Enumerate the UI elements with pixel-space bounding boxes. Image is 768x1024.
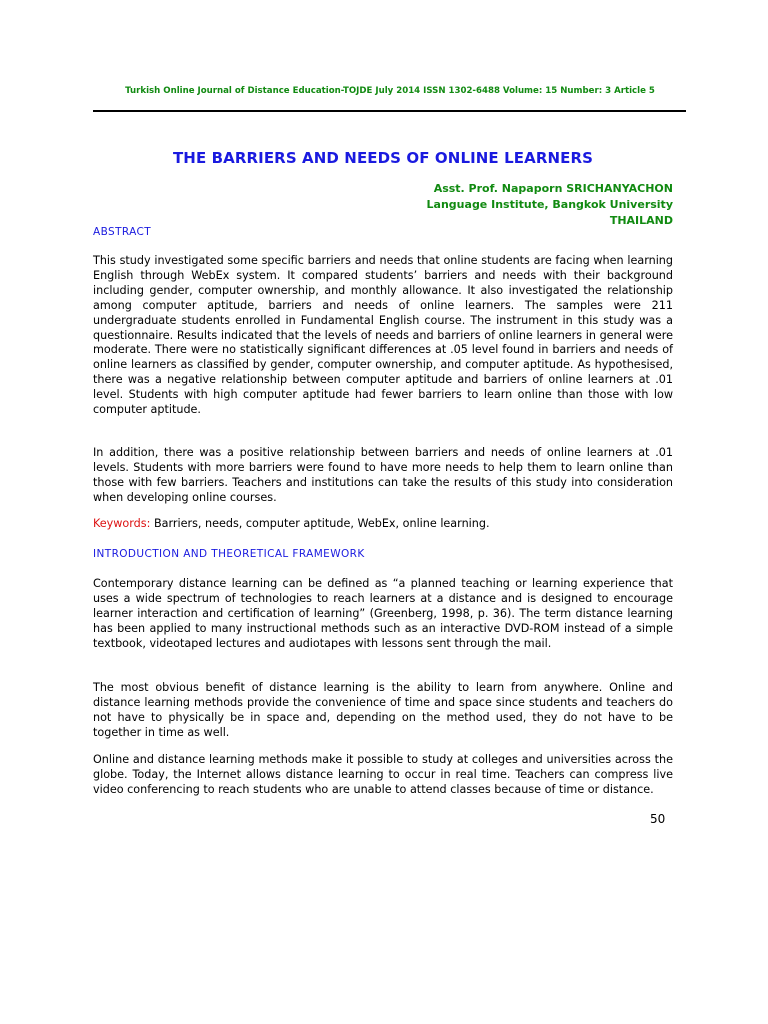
introduction-paragraph-1: Contemporary distance learning can be defined as “a planned teaching or learning experience that uses a wide spectrum of technologies to reach learners at a distance and is designed to encourage learner interaction and certification of learning” (Greenberg, 1998, p. 36). The term distance learning has been applied to many instructional methods such as an interactive DVD-ROM instead of a simple textbook, videotaped lectures and audiotapes with lessons sent through the mail. <box>93 577 673 650</box>
introduction-paragraph-3: Online and distance learning methods make it possible to study at colleges and universities across the globe. Today, the Internet allows distance learning to occur in real time. Teachers can compress live video conferencing to reach students who are unable to attend classes because of time or distance. <box>93 753 673 796</box>
page-number: 50 <box>650 812 666 826</box>
keywords-text: Barriers, needs, computer aptitude, WebEx, online learning. <box>150 517 490 530</box>
introduction-paragraph-2: The most obvious benefit of distance learning is the ability to learn from anywhere. Online and distance learning methods provide the convenience of time and space since students and teachers do not have to physically be in space and, depending on the method used, they do not have to be together in time as well. <box>93 681 673 739</box>
author-affiliation: Language Institute, Bangkok University <box>426 198 673 211</box>
paper-title: THE BARRIERS AND NEEDS OF ONLINE LEARNERS <box>172 149 594 167</box>
header-divider <box>93 110 686 112</box>
journal-header: Turkish Online Journal of Distance Education-TOJDE July 2014 ISSN 1302-6488 Volume: 15 Number: 3 Article 5 <box>125 86 655 96</box>
introduction-heading: INTRODUCTION AND THEORETICAL FRAMEWORK <box>93 548 365 560</box>
keywords-label: Keywords: <box>93 517 151 530</box>
abstract-heading: ABSTRACT <box>93 226 152 238</box>
abstract-paragraph-2: In addition, there was a positive relationship between barriers and needs of online learners at .01 levels. Students with more barriers were found to have more needs to help them to learn online than those with few barriers. Teachers and institutions can take the results of this study into consideration when developing online courses. <box>93 446 673 504</box>
author-name: Asst. Prof. Napaporn SRICHANYACHON <box>433 182 673 195</box>
keywords-line <box>93 517 673 532</box>
author-block <box>427 181 673 229</box>
abstract-paragraph-1: This study investigated some specific barriers and needs that online students are facing when learning English through WebEx system. It compared students’ barriers and needs with their background including gender, computer ownership, and monthly allowance. It also investigated the relationship among computer aptitude, barriers and needs of online learners. The samples were 211 undergraduate students enrolled in Fundamental English course. The instrument in this study was a questionnaire. Results indicated that the levels of needs and barriers of online learners in general were moderate. There were no statistically significant differences at .05 level found in barriers and needs of online learners as classified by gender, computer ownership, and computer aptitude. As hypothesised, there was a negative relationship between computer aptitude and barriers of online learners at .01 level. Students with high computer aptitude had fewer barriers to learn online than those with low computer aptitude. <box>93 254 673 417</box>
author-country: THAILAND <box>609 214 673 227</box>
